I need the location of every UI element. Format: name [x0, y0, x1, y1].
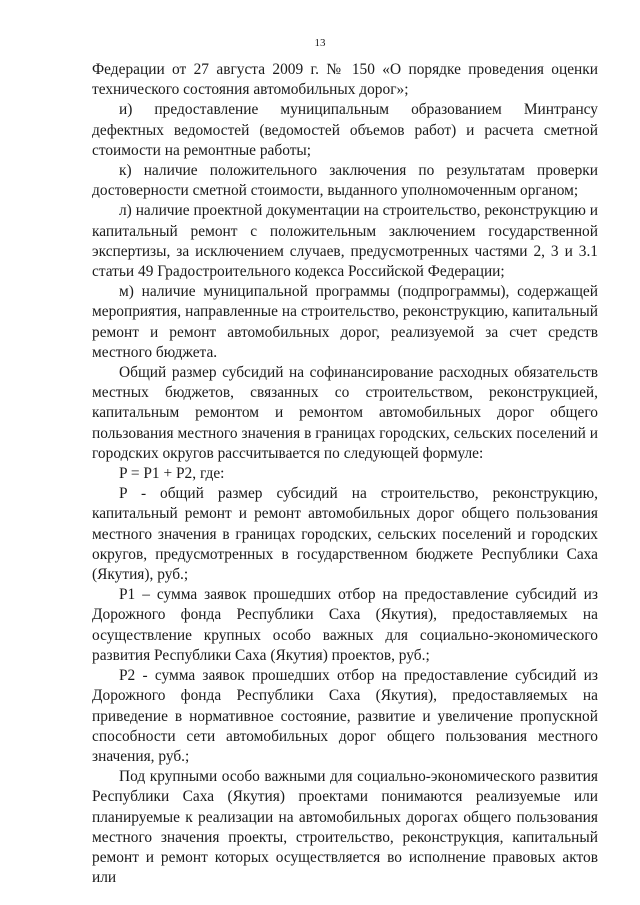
paragraph-item-m: м) наличие муниципальной программы (подпрограммы), содержащей мероприятия, направленные на строительство, реконструкцию, капитальный ремонт и ремонт автомобильных дорог, реализуемой за счет средств местного бюджета.: [92, 283, 598, 361]
paragraph-item-i: и) предоставление муниципальным образованием Минтрансу дефектных ведомостей (ведомостей объемов работ) и расчета сметной стоимости на ремонтные работы;: [92, 101, 598, 159]
paragraph-p1-definition: P1 – сумма заявок прошедших отбор на предоставление субсидий из Дорожного фонда Республики Саха (Якутия), предоставляемых на осуществление крупных особо важных для социально-экономического развития Республики Саха (Якутия) проектов, руб.;: [92, 586, 598, 664]
page-number: 13: [314, 37, 326, 49]
paragraph-major-projects: Под крупными особо важными для социально-экономического развития Республики Саха (Якутия) проектами понимаются реализуемые или планируемые к реализации на автомобильных дорогах общего пользования местного значения проекты, строительство, реконструкция, капитальный ремонт и ремонт которых осуществляется во исполнение правовых актов или: [92, 768, 598, 887]
document-body: [92, 60, 598, 888]
paragraph-p2-definition: P2 - сумма заявок прошедших отбор на предоставление субсидий из Дорожного фонда Республики Саха (Якутия), предоставляемых на приведение в нормативное состояние, развитие и увеличение пропускной способности сети автомобильных дорог общего пользования местного значения, руб.;: [92, 667, 598, 765]
paragraph-subsidy-total: Общий размер субсидий на софинансирование расходных обязательств местных бюджетов, связанных со строительством, реконструкцией, капитальным ремонтом и ремонтом автомобильных дорог общего пользования местного значения в границах городских, сельских поселений и городских округов рассчитывается по следующей формуле:: [92, 364, 598, 462]
paragraph-p-definition: P - общий размер субсидий на строительство, реконструкцию, капитальный ремонт и ремонт автомобильных дорог общего пользования местного значения в границах городских, сельских поселений и городских округов, предусмотренных в государственном бюджете Республики Саха (Якутия), руб.;: [92, 485, 598, 584]
paragraph-formula: P = P1 + P2, где:: [119, 465, 225, 483]
paragraph-continuation: Федерации от 27 августа 2009 г. № 150 «О порядке проведения оценки технического состояния автомобильных дорог»;: [92, 61, 598, 99]
paragraph-item-l: л) наличие проектной документации на строительство, реконструкцию и капитальный ремонт с положительным заключением государственной экспертизы, за исключением случаев, предусмотренных частями 2, 3 и 3.1 статьи 49 Градостроительного кодекса Российской Федерации;: [92, 202, 598, 281]
paragraph-item-k: к) наличие положительного заключения по результатам проверки достоверности сметной стоимости, выданного уполномоченным органом;: [92, 162, 598, 200]
